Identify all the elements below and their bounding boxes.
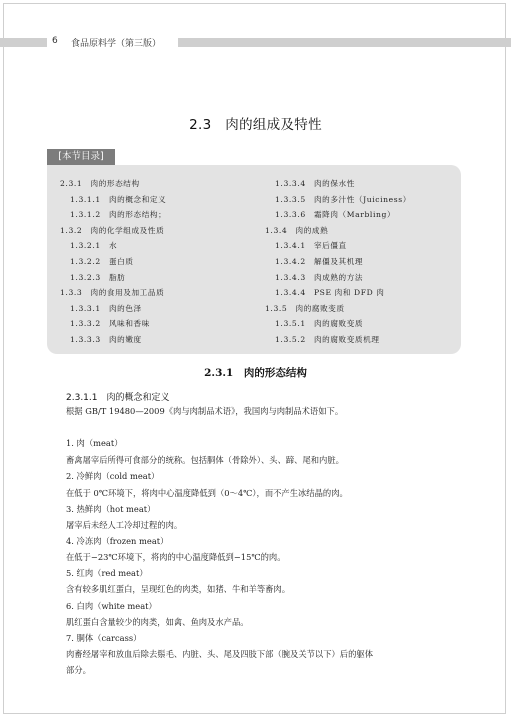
header-bar-right	[178, 38, 511, 47]
toc-item[interactable]: 1.3.2.3 脂肪	[70, 272, 126, 282]
toc-item[interactable]: 1.3.1.2 肉的形态结构；	[70, 210, 167, 220]
section-title: 2.3 肉的组成及特性	[189, 117, 322, 133]
toc-item[interactable]: 1.3.5.1 肉的腐败变质	[275, 319, 364, 329]
toc-item[interactable]: 1.3.4.1 宰后僵直	[275, 241, 347, 251]
term-label: 1. 肉（meat）	[66, 438, 123, 448]
toc-item[interactable]: 1.3.4 肉的成熟	[265, 225, 329, 235]
term-label: 7. 胴体（carcass）	[66, 633, 142, 643]
toc-item[interactable]: 1.3.1.1 肉的概念和定义	[70, 194, 167, 204]
term-definition-continued: 部分。	[66, 665, 91, 675]
term-label: 4. 冷冻肉（frozen meat）	[66, 536, 169, 546]
toc-item[interactable]: 1.3.3.1 肉的色泽	[70, 303, 142, 313]
toc-item[interactable]: 1.3.2 肉的化学组成及性质	[60, 225, 165, 235]
toc-item[interactable]: 1.3.5.2 肉的腐败变质机理	[275, 334, 380, 344]
toc-tab: [本节目录]	[47, 149, 115, 165]
toc-item[interactable]: 1.3.5 肉的腐败变质	[265, 303, 345, 313]
toc-item[interactable]: 1.3.4.4 PSE 肉和 DFD 肉	[275, 288, 385, 298]
toc-item[interactable]: 1.3.3.6 霜降肉（Marbling）	[275, 210, 396, 220]
intro-paragraph: 根据 GB/T 19480—2009《肉与肉制品术语》，我国肉与肉制品术语如下。	[66, 406, 344, 416]
book-title: 食品原料学（第三版）	[71, 39, 162, 49]
toc-item[interactable]: 1.3.3 肉的食用及加工品质	[60, 288, 165, 298]
toc-item[interactable]: 1.3.3.3 肉的嫩度	[70, 334, 142, 344]
term-definition: 在低于 0℃环境下，将肉中心温度降低到（0～4℃），而不产生冰结晶的肉。	[66, 488, 348, 498]
toc-item[interactable]: 1.3.2.2 蛋白质	[70, 256, 134, 266]
term-definition: 在低于−23℃环境下，将肉的中心温度降低到−15℃的肉。	[66, 552, 286, 562]
term-label: 5. 红肉（red meat）	[66, 568, 148, 578]
term-definition: 肌红蛋白含量较少的肉类，如禽、鱼肉及水产品。	[66, 617, 249, 627]
term-definition: 畜禽屠宰后所得可食部分的统称。包括胴体（骨除外）、头、蹄、尾和内脏。	[66, 455, 344, 465]
page-number: 6	[52, 36, 58, 46]
term-definition: 肉畜经屠宰和放血后除去鬃毛、内脏、头、尾及四肢下部（腕及关节以下）后的躯体	[66, 649, 373, 659]
running-header	[0, 36, 511, 50]
toc-item[interactable]: 1.3.3.2 风味和香味	[70, 319, 150, 329]
term-definition: 含有较多肌红蛋白，呈现红色的肉类，如猪、牛和羊等畜肉。	[66, 584, 291, 594]
toc-item[interactable]: 2.3.1 肉的形态结构	[60, 179, 140, 188]
toc-item[interactable]: 1.3.3.4 肉的保水性	[275, 179, 355, 188]
toc-left-column	[60, 176, 260, 348]
heading-level3: 2.3.1.1 肉的概念和定义	[66, 393, 170, 403]
header-bar-left	[0, 38, 47, 47]
toc-item[interactable]: 1.3.4.2 解僵及其机理	[275, 256, 364, 266]
term-label: 3. 热鲜肉（hot meat）	[66, 504, 156, 514]
term-label: 6. 白肉（white meat）	[66, 601, 157, 611]
toc-right-column	[265, 176, 465, 348]
toc-item[interactable]: 1.3.3.5 肉的多汁性（Juiciness）	[275, 194, 411, 204]
term-definition: 屠宰后未经人工冷却过程的肉。	[66, 520, 183, 530]
subsection-title: 2.3.1 肉的形态结构	[204, 367, 307, 379]
toc-item[interactable]: 1.3.4.3 肉成熟的方法	[275, 272, 364, 282]
term-label: 2. 冷鲜肉（cold meat）	[66, 471, 160, 481]
toc-item[interactable]: 1.3.2.1 水	[70, 241, 118, 251]
